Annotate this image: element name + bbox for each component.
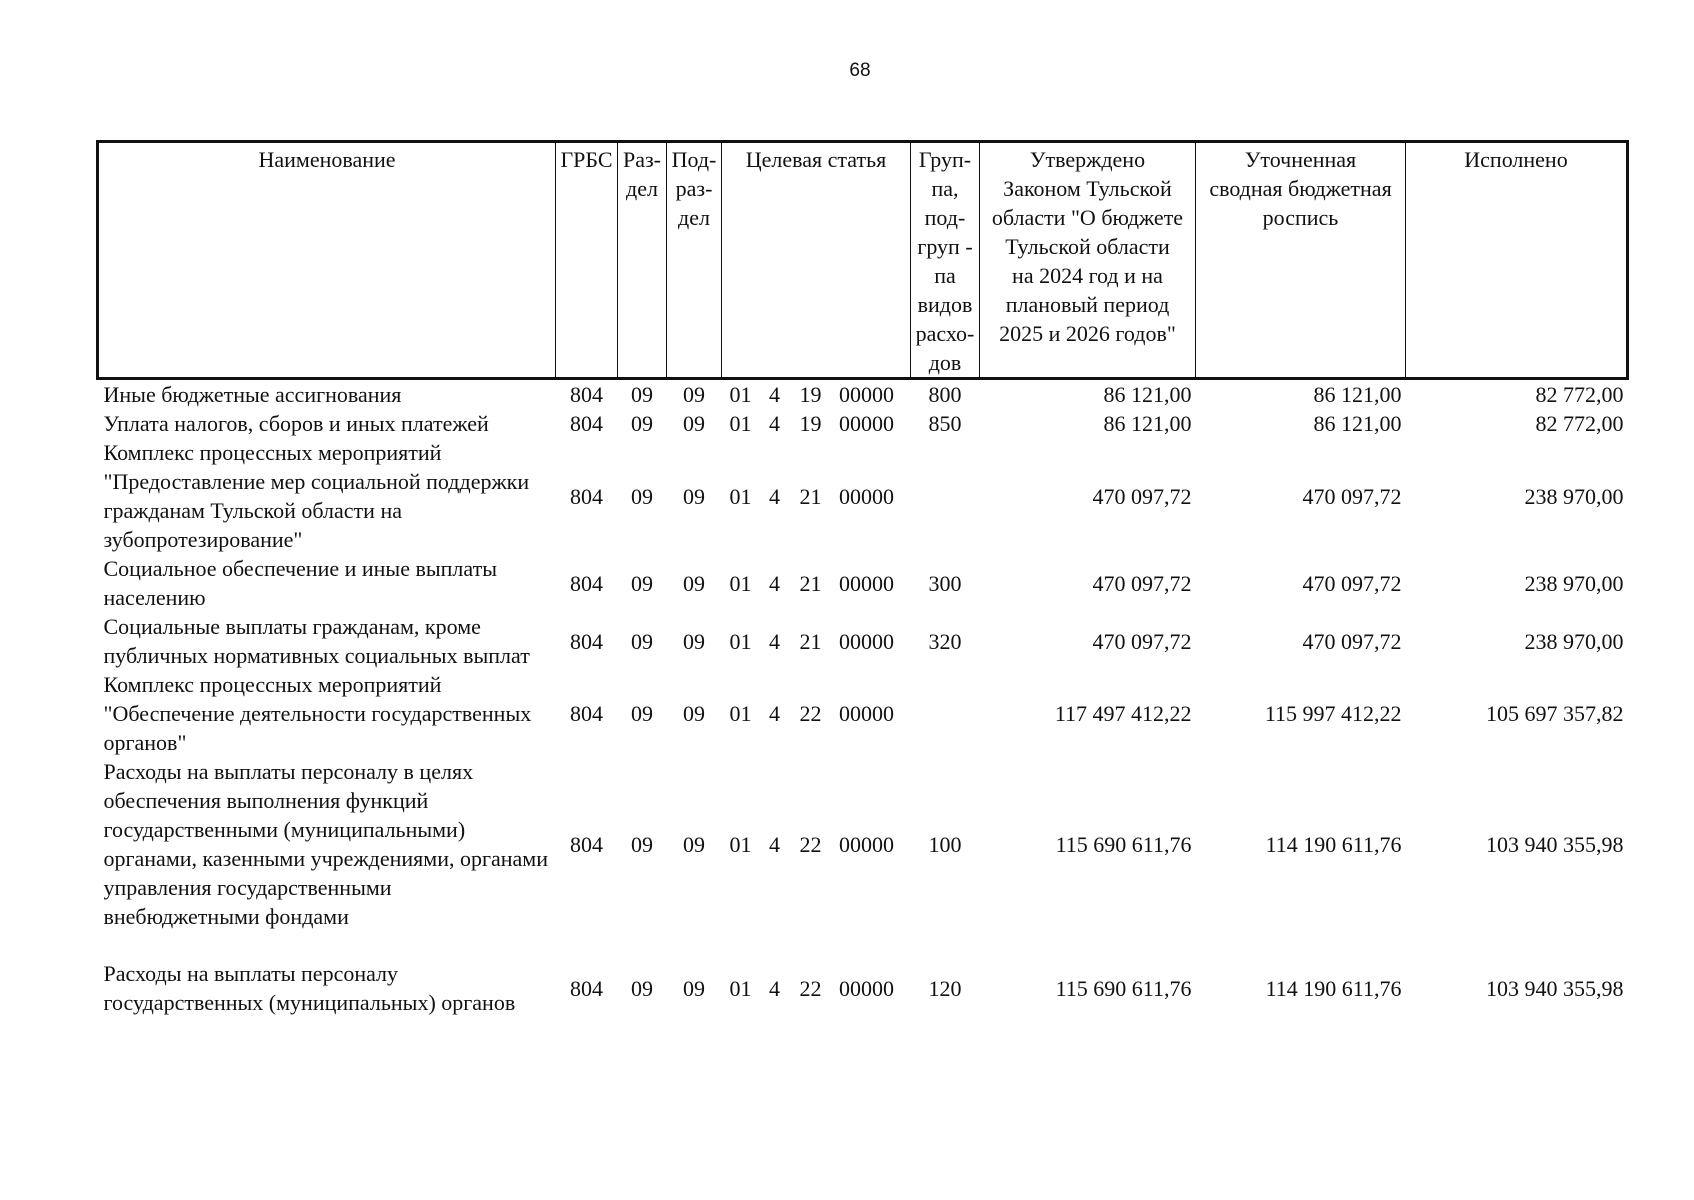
header-refined-line: сводная бюджетная [1209, 176, 1392, 201]
table-row [98, 379, 1628, 410]
row-name: Иные бюджетные ассигнования [103, 382, 402, 407]
header-gruppa-line: па, [931, 176, 959, 201]
row-grbs: 804 [570, 382, 603, 407]
row-approved: 470 097,72 [1092, 570, 1192, 596]
row-name: Комплекс процессных мероприятий "Предоставление мер социальной поддержки гражданам Тульской области на зубопротезирование" [103, 440, 530, 552]
cs-program: 01 [729, 411, 752, 436]
row-target-article [722, 379, 911, 410]
row-grbs: 804 [570, 628, 603, 654]
row-target-article [722, 438, 911, 554]
row-podrazdel: 09 [683, 701, 705, 726]
row-razdel: 09 [631, 831, 653, 857]
cs-event: 21 [799, 628, 822, 654]
row-podrazdel: 09 [683, 382, 705, 407]
row-expense-group: 850 [928, 411, 962, 436]
row-name: Уплата налогов, сборов и иных платежей [103, 411, 489, 436]
row-grbs: 804 [570, 701, 603, 726]
header-podrazdel [667, 142, 722, 379]
row-podrazdel: 09 [683, 628, 705, 654]
row-expense-group: 800 [928, 382, 962, 407]
header-approved-line: плановый период [1005, 292, 1170, 317]
cs-event: 21 [799, 570, 822, 596]
table-header-row [98, 142, 1628, 379]
row-target-article [722, 959, 911, 1017]
cs-type: 4 [769, 628, 780, 654]
header-gruppa-line: Груп- [918, 147, 972, 172]
header-razdel [618, 142, 667, 379]
row-expense-group [911, 670, 980, 757]
cs-program: 01 [729, 831, 752, 857]
row-approved: 86 121,00 [1103, 411, 1192, 436]
header-razdel-line: Раз- [622, 147, 662, 172]
row-grbs: 804 [570, 975, 603, 1001]
row-razdel: 09 [631, 975, 653, 1001]
row-razdel: 09 [631, 628, 653, 654]
cs-type: 4 [769, 483, 780, 509]
row-expense-group [911, 438, 980, 554]
row-target-article [722, 670, 911, 757]
row-razdel: 09 [631, 411, 653, 436]
spacer-row [98, 931, 1628, 959]
row-name: Расходы на выплаты персоналу государственных (муниципальных) органов [103, 961, 516, 1015]
row-podrazdel: 09 [683, 570, 705, 596]
row-razdel: 09 [631, 483, 653, 509]
cs-event: 21 [799, 483, 822, 509]
row-refined: 86 121,00 [1313, 411, 1402, 436]
header-gruppa-line: видов [917, 292, 973, 317]
header-razdel-line: дел [626, 176, 658, 201]
table-row [98, 612, 1628, 670]
header-approved-line: Законом Тульской [1003, 176, 1172, 201]
row-name: Социальные выплаты гражданам, кроме публичных нормативных социальных выплат [103, 614, 530, 668]
row-podrazdel: 09 [683, 975, 705, 1001]
header-approved-line: Утверждено [1029, 147, 1146, 172]
cs-direction: 00000 [839, 701, 894, 726]
row-approved: 470 097,72 [1092, 483, 1192, 509]
cs-type: 4 [769, 570, 780, 596]
row-target-article [722, 554, 911, 612]
header-approved-line: области "О бюджете [991, 205, 1184, 230]
row-refined: 470 097,72 [1302, 483, 1402, 509]
header-gruppa-line: дов [928, 350, 962, 375]
row-executed: 238 970,00 [1524, 628, 1624, 654]
row-grbs: 804 [570, 831, 603, 857]
cs-program: 01 [729, 570, 752, 596]
row-approved: 117 497 412,22 [1054, 701, 1192, 726]
header-approved-line: на 2024 год и на [1012, 263, 1163, 288]
row-grbs: 804 [570, 411, 603, 436]
cs-program: 01 [729, 628, 752, 654]
row-executed: 238 970,00 [1524, 483, 1624, 509]
row-target-article [722, 612, 911, 670]
cs-direction: 00000 [839, 382, 894, 407]
header-gruppa-line: расхо- [915, 321, 975, 346]
row-razdel: 09 [631, 570, 653, 596]
row-refined: 114 190 611,76 [1265, 975, 1402, 1001]
header-gruppa-line: па [934, 263, 956, 288]
row-grbs: 804 [570, 570, 603, 596]
cs-event: 19 [799, 382, 822, 407]
header-approved-line: Тульской области [1005, 234, 1170, 259]
table-row [98, 438, 1628, 554]
row-approved: 470 097,72 [1092, 628, 1192, 654]
row-target-article [722, 757, 911, 931]
row-executed: 105 697 357,82 [1486, 701, 1624, 726]
cs-direction: 00000 [839, 628, 894, 654]
cs-event: 22 [799, 831, 822, 857]
header-approved [980, 142, 1196, 379]
header-refined-line: роспись [1262, 205, 1339, 230]
cs-direction: 00000 [839, 570, 894, 596]
row-razdel: 09 [631, 701, 653, 726]
row-expense-group: 100 [928, 831, 962, 857]
cs-direction: 00000 [839, 411, 894, 436]
table-row [98, 670, 1628, 757]
header-podrazdel-line: раз- [675, 176, 713, 201]
cs-program: 01 [729, 382, 752, 407]
row-executed: 82 772,00 [1535, 382, 1624, 407]
row-expense-group: 320 [928, 628, 962, 654]
cs-direction: 00000 [839, 975, 894, 1001]
cs-event: 22 [799, 701, 822, 726]
row-refined: 114 190 611,76 [1265, 831, 1402, 857]
row-approved: 115 690 611,76 [1055, 975, 1192, 1001]
row-name: Комплекс процессных мероприятий "Обеспечение деятельности государственных органов" [103, 672, 532, 755]
row-approved: 86 121,00 [1103, 382, 1192, 407]
cs-program: 01 [729, 701, 752, 726]
cs-type: 4 [769, 411, 780, 436]
header-approved-line: 2025 и 2026 годов" [999, 321, 1176, 346]
cs-program: 01 [729, 975, 752, 1001]
page-number: 68 [849, 60, 871, 81]
table-row [98, 409, 1628, 438]
row-name: Расходы на выплаты персоналу в целях обеспечения выполнения функций государственными (муниципальными) органами, казенными учреждениями, органами управления государственными внебюджетными фондами [103, 759, 548, 929]
row-target-article [722, 409, 911, 438]
header-podrazdel-line: Под- [671, 147, 717, 172]
row-executed: 103 940 355,98 [1486, 831, 1624, 857]
cs-type: 4 [769, 831, 780, 857]
cs-direction: 00000 [839, 831, 894, 857]
row-expense-group: 120 [928, 975, 962, 1001]
cs-type: 4 [769, 701, 780, 726]
cs-type: 4 [769, 975, 780, 1001]
table-row [98, 959, 1628, 1017]
cs-event: 22 [799, 975, 822, 1001]
table-row [98, 757, 1628, 931]
budget-table [96, 140, 1629, 1017]
row-podrazdel: 09 [683, 483, 705, 509]
row-refined: 115 997 412,22 [1264, 701, 1402, 726]
header-celevaya: Целевая статья [722, 142, 911, 379]
header-refined-line: Уточненная [1244, 147, 1357, 172]
row-expense-group: 300 [928, 570, 962, 596]
cs-direction: 00000 [839, 483, 894, 509]
header-executed: Исполнено [1406, 142, 1628, 379]
cs-event: 19 [799, 411, 822, 436]
table-row [98, 554, 1628, 612]
header-name: Наименование [98, 142, 556, 379]
row-podrazdel: 09 [683, 831, 705, 857]
row-executed: 238 970,00 [1524, 570, 1624, 596]
row-approved: 115 690 611,76 [1055, 831, 1192, 857]
row-executed: 82 772,00 [1535, 411, 1624, 436]
row-razdel: 09 [631, 382, 653, 407]
spacer-cell [98, 931, 1628, 959]
cs-program: 01 [729, 483, 752, 509]
row-name: Социальное обеспечение и иные выплаты населению [103, 556, 497, 610]
row-refined: 470 097,72 [1302, 570, 1402, 596]
header-grbs: ГРБС [556, 142, 618, 379]
row-podrazdel: 09 [683, 411, 705, 436]
header-podrazdel-line: дел [678, 205, 710, 230]
row-executed: 103 940 355,98 [1486, 975, 1624, 1001]
header-gruppa-line: под- [924, 205, 966, 230]
row-refined: 470 097,72 [1302, 628, 1402, 654]
row-grbs: 804 [570, 483, 603, 509]
header-refined [1196, 142, 1406, 379]
header-gruppa-line: груп - [917, 234, 973, 259]
row-refined: 86 121,00 [1313, 382, 1402, 407]
header-gruppa [911, 142, 980, 379]
cs-type: 4 [769, 382, 780, 407]
